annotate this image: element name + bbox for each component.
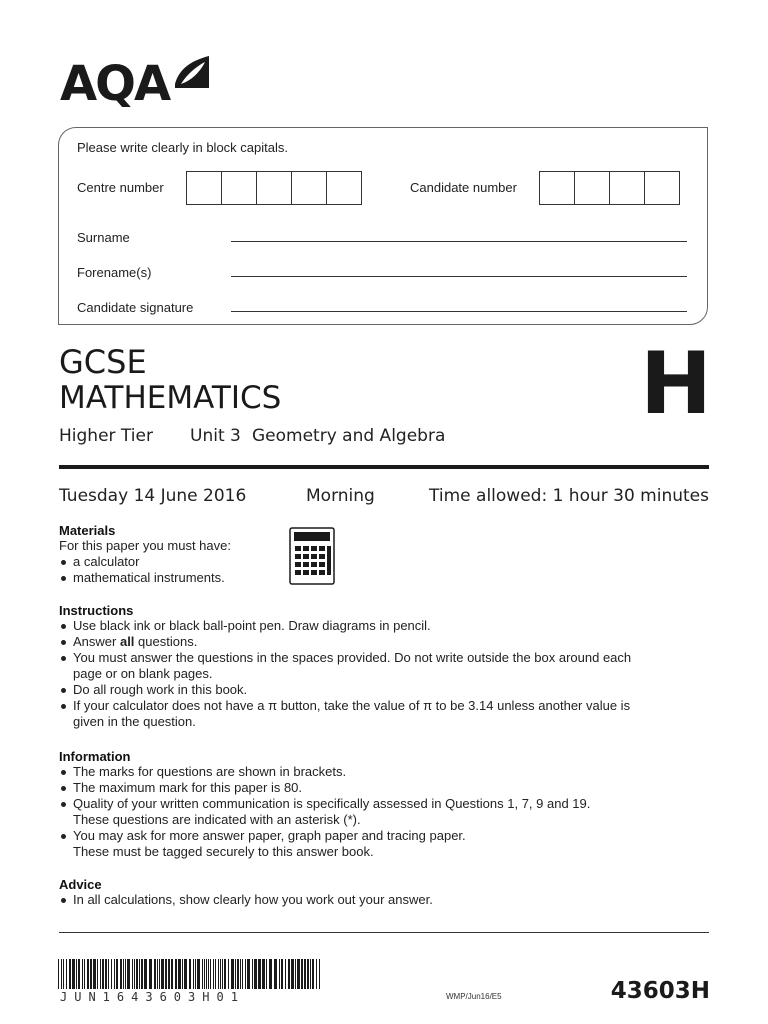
logo-text: AQA (60, 56, 170, 112)
barcode-bar (228, 959, 229, 989)
exam-date: Tuesday 14 June 2016 (59, 486, 247, 506)
forename-line[interactable] (231, 276, 687, 277)
candidate-number-digit-box[interactable] (539, 171, 575, 205)
barcode-bar (102, 959, 104, 989)
centre-number-digit-box[interactable] (291, 171, 327, 205)
bullet-text-line: Quality of your written communication is specifically assessed in Questions 1, 7, 9 and 19. (73, 796, 591, 811)
information-list (59, 764, 709, 860)
information-heading: Information (59, 749, 131, 764)
barcode-bar (295, 959, 296, 989)
barcode-bar (120, 959, 122, 989)
barcode-bar (127, 959, 130, 989)
information-item (59, 828, 709, 860)
aqa-leaf-icon (171, 54, 211, 90)
barcode-bar (301, 959, 303, 989)
advice-heading: Advice (59, 877, 102, 892)
barcode-bar (171, 959, 173, 989)
subject-title: MATHEMATICS (59, 380, 282, 416)
barcode-bar (87, 959, 89, 989)
barcode-bar (161, 959, 164, 989)
barcode-bar (136, 959, 138, 989)
materials-intro: For this paper you must have: (59, 538, 231, 553)
barcode-bar (279, 959, 280, 989)
title-divider (59, 465, 709, 469)
barcode-bar (157, 959, 158, 989)
qualification-title: GCSE (59, 343, 147, 381)
barcode-bar (123, 959, 124, 989)
barcode-bar (210, 959, 211, 989)
advice-list (59, 892, 709, 908)
signature-line[interactable] (231, 311, 687, 312)
barcode-bar (149, 959, 152, 989)
barcode-bar (285, 959, 286, 989)
barcode-bar (202, 959, 203, 989)
bullet-text-line: Do all rough work in this book. (73, 682, 248, 697)
barcode-bar (82, 959, 83, 989)
barcode-bar (195, 959, 196, 989)
barcode-bar (193, 959, 194, 989)
barcode-bar (304, 959, 306, 989)
surname-line[interactable] (231, 241, 687, 242)
barcode-bar (76, 959, 77, 989)
bullet-text-line: a calculator (73, 554, 140, 569)
information-item (59, 796, 709, 828)
bullet-text-line: Answer all questions. (73, 634, 198, 649)
barcode-bar (114, 959, 115, 989)
bullet-text-line: page or on blank pages. (73, 666, 213, 681)
barcode-bar (84, 959, 85, 989)
aqa-logo (60, 54, 211, 112)
bullet-text-line: given in the question. (73, 714, 196, 729)
barcode-bar (116, 959, 118, 989)
barcode-bar (72, 959, 75, 989)
barcode-bar (134, 959, 135, 989)
barcode-bar (245, 959, 246, 989)
barcode-bar (247, 959, 250, 989)
barcode-bar (319, 959, 320, 989)
barcode-bar (237, 959, 239, 989)
surname-label: Surname (77, 230, 130, 245)
barcode-bar (208, 959, 209, 989)
bullet-text-line: mathematical instruments. (73, 570, 225, 585)
barcode-bar (175, 959, 177, 989)
centre-number-boxes[interactable] (187, 171, 362, 205)
barcode-bar (165, 959, 167, 989)
barcode-bar (297, 959, 300, 989)
bullet-text-line: The marks for questions are shown in brackets. (73, 764, 347, 779)
instruction-item (59, 634, 709, 650)
barcode-bar (204, 959, 205, 989)
information-item (59, 764, 709, 780)
barcode-bar (269, 959, 272, 989)
barcode-bar (206, 959, 207, 989)
paper-code: 43603H (610, 978, 710, 1004)
barcode-bar (78, 959, 80, 989)
emphasis-text: all (119, 634, 135, 649)
barcode-bar (69, 959, 71, 989)
unit-number: Unit 3 (190, 426, 241, 446)
barcode-bar (61, 959, 62, 989)
materials-list (59, 554, 299, 586)
advice-section (59, 877, 709, 908)
information-item (59, 780, 709, 796)
instruction-item (59, 698, 709, 730)
barcode-bar (63, 959, 64, 989)
barcode-bar (316, 959, 317, 989)
barcode-bar (93, 959, 96, 989)
barcode-bar (266, 959, 267, 989)
bullet-text-line: If your calculator does not have a π button, take the value of π to be 3.14 unless another value is (73, 698, 631, 713)
materials-section (59, 523, 299, 586)
barcode-bar (213, 959, 214, 989)
barcode-bar (281, 959, 283, 989)
block-capitals-instruction: Please write clearly in block capitals. (77, 140, 288, 155)
bullet-text-line: You may ask for more answer paper, graph paper and tracing paper. (73, 828, 466, 843)
exam-session: Morning (306, 486, 375, 506)
barcode-bar (125, 959, 126, 989)
centre-number-digit-box[interactable] (186, 171, 222, 205)
candidate-number-boxes[interactable] (540, 171, 680, 205)
barcode-bar (168, 959, 170, 989)
barcode-bar (240, 959, 241, 989)
barcode-bar (254, 959, 257, 989)
bullet-text-line: These must be tagged securely to this answer book. (73, 844, 374, 859)
candidate-number-label: Candidate number (410, 180, 517, 195)
instructions-section (59, 603, 709, 730)
barcode-bar (288, 959, 290, 989)
bullet-text-line: You must answer the questions in the spaces provided. Do not write outside the box around each (73, 650, 632, 665)
barcode-bar (218, 959, 219, 989)
time-allowed: Time allowed: 1 hour 30 minutes (429, 486, 709, 506)
information-section (59, 749, 709, 860)
unit-title: Geometry and Algebra (252, 426, 446, 446)
barcode-bar (141, 959, 143, 989)
barcode-bar (222, 959, 223, 989)
barcode-bar (307, 959, 309, 989)
barcode-bar (310, 959, 311, 989)
bullet-text-line: Use black ink or black ball-point pen. Draw diagrams in pencil. (73, 618, 431, 633)
centre-number-digit-box[interactable] (221, 171, 257, 205)
barcode-bar (189, 959, 191, 989)
barcode-bar (274, 959, 277, 989)
barcode-bar (197, 959, 200, 989)
forename-label: Forename(s) (77, 265, 152, 280)
barcode-bar (291, 959, 294, 989)
barcode-bar (58, 959, 59, 989)
instruction-item (59, 618, 709, 634)
materials-item (59, 570, 299, 586)
instructions-list (59, 618, 709, 730)
barcode-bar (139, 959, 140, 989)
barcode-bar (111, 959, 112, 989)
calculator-icon (289, 527, 335, 585)
barcode-bar (66, 959, 67, 989)
barcode-bar (100, 959, 101, 989)
barcode-bar (235, 959, 236, 989)
barcode (58, 959, 320, 989)
instruction-item (59, 682, 709, 698)
candidate-number-digit-box[interactable] (574, 171, 610, 205)
materials-item (59, 554, 299, 570)
barcode-bar (90, 959, 92, 989)
tier-letter: H (640, 334, 712, 434)
barcode-text: JUN1643603H01 (60, 990, 245, 1004)
barcode-bar (312, 959, 314, 989)
centre-number-label: Centre number (77, 180, 164, 195)
candidate-details-box (58, 127, 708, 325)
candidate-number-digit-box[interactable] (644, 171, 680, 205)
barcode-bar (184, 959, 187, 989)
instructions-heading: Instructions (59, 603, 134, 618)
barcode-bar (215, 959, 216, 989)
barcode-bar (105, 959, 107, 989)
barcode-bar (252, 959, 253, 989)
barcode-bar (220, 959, 221, 989)
barcode-bar (154, 959, 156, 989)
tier-name: Higher Tier (59, 426, 153, 446)
barcode-bar (242, 959, 243, 989)
barcode-bar (224, 959, 226, 989)
advice-item (59, 892, 709, 908)
centre-number-digit-box[interactable] (256, 171, 292, 205)
bullet-text-line: In all calculations, show clearly how you work out your answer. (73, 892, 433, 907)
bullet-text-line: These questions are indicated with an asterisk (*). (73, 812, 361, 827)
barcode-bar (231, 959, 234, 989)
barcode-bar (258, 959, 261, 989)
barcode-bar (97, 959, 98, 989)
instruction-item (59, 650, 709, 682)
barcode-bar (262, 959, 265, 989)
materials-heading: Materials (59, 523, 116, 538)
barcode-bar (159, 959, 160, 989)
paper-reference: WMP/Jun16/E5 (446, 992, 502, 1001)
barcode-bar (132, 959, 133, 989)
bullet-text-line: The maximum mark for this paper is 80. (73, 780, 303, 795)
candidate-number-digit-box[interactable] (609, 171, 645, 205)
barcode-bar (108, 959, 109, 989)
footer-divider (59, 932, 709, 933)
signature-label: Candidate signature (77, 300, 194, 315)
barcode-bar (144, 959, 147, 989)
barcode-bar (182, 959, 183, 989)
centre-number-digit-box[interactable] (326, 171, 362, 205)
barcode-bar (178, 959, 181, 989)
